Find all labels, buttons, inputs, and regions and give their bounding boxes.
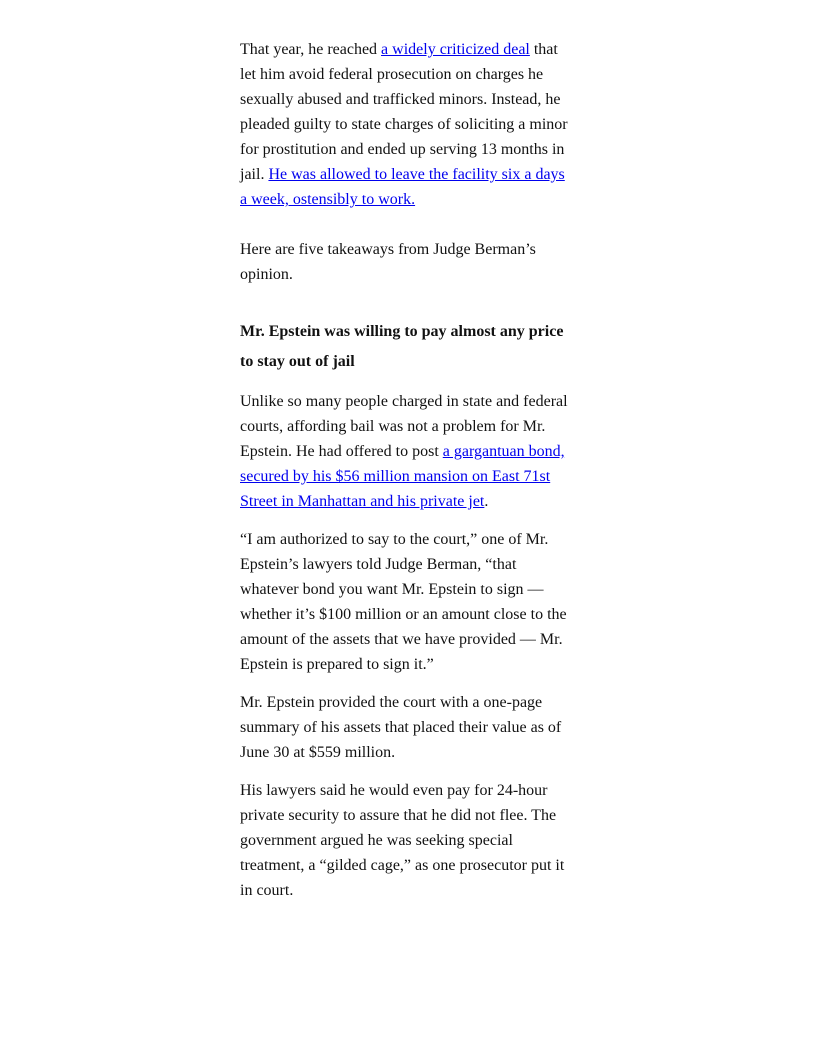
paragraph-plea-deal	[240, 37, 574, 212]
article-body	[240, 37, 574, 916]
text: that let him avoid federal prosecution on charges he sexually abused and trafficked minors. Instead, he pleaded guilty to state charges of soliciting a minor for prostitution and ended up serving 13 months in jail.	[240, 41, 568, 183]
text: Unlike so many people charged in state and federal courts, affording bail was not a problem for Mr. Epstein. He had offered to post	[240, 393, 568, 460]
link-leave-facility[interactable]: He was allowed to leave the facility six a days a week, ostensibly to work.	[240, 166, 565, 208]
text: .	[484, 493, 489, 510]
link-criticized-deal[interactable]: a widely criticized deal	[381, 41, 530, 58]
paragraph-bail	[240, 389, 574, 514]
paragraph-lawyer-quote: “I am authorized to say to the court,” one of Mr. Epstein’s lawyers told Judge Berman, “that whatever bond you want Mr. Epstein to sign — whether it’s $100 million or an amount close to the amount of the assets that we have provided — Mr. Epstein is prepared to sign it.”	[240, 531, 567, 673]
text: That year, he reached	[240, 41, 382, 58]
paragraph-security: His lawyers said he would even pay for 24-hour private security to assure that he did not flee. The government argued he was seeking special treatment, a “gilded cage,” as one prosecutor put it in court.	[240, 782, 565, 899]
paragraph-assets: Mr. Epstein provided the court with a one-page summary of his assets that placed their value as of June 30 at $559 million.	[240, 694, 562, 761]
link-gargantuan-bond[interactable]: a gargantuan bond, secured by his $56 million mansion on East 71st Street in Manhattan and his private jet	[240, 443, 565, 510]
paragraph-takeaways-intro: Here are five takeaways from Judge Berman’s opinion.	[240, 241, 536, 283]
section-heading: Mr. Epstein was willing to pay almost any price to stay out of jail	[240, 323, 564, 370]
